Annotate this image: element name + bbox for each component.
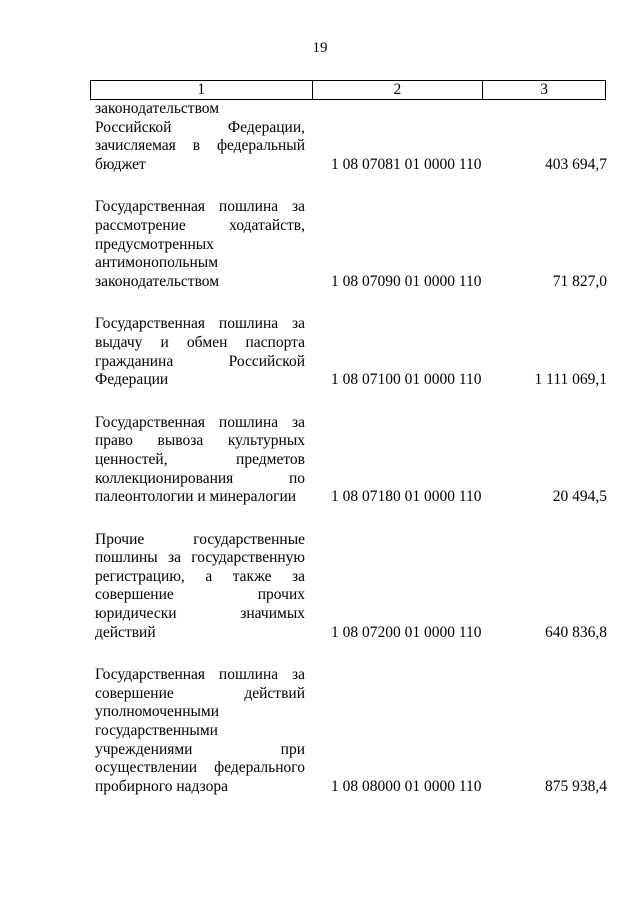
description-line: зачисляемая в федеральный	[95, 137, 305, 155]
row-amount: 640 836,8	[545, 623, 607, 641]
description-line: Государственная пошлина за	[95, 315, 305, 333]
description-line: законодательством	[95, 100, 220, 117]
description-line: Российской Федерации,	[95, 118, 305, 136]
description-line: пробирного надзора	[95, 777, 229, 795]
description-line: палеонтологии и минералогии	[95, 488, 297, 506]
row-description	[95, 531, 305, 643]
description-line: коллекционирования по	[95, 469, 305, 487]
description-line: гражданина Российской	[95, 352, 305, 370]
table-row	[95, 531, 607, 643]
row-amount: 20 494,5	[552, 488, 607, 506]
description-line: антимонопольным	[95, 254, 219, 272]
table-row	[95, 198, 607, 291]
description-line: учреждениями при	[95, 740, 305, 758]
row-code: 1 08 08000 01 0000 110	[331, 777, 482, 795]
description-line: регистрацию, а также за	[95, 567, 305, 585]
description-line: рассмотрение ходатайств,	[95, 216, 305, 234]
row-amount: 875 938,4	[545, 777, 607, 795]
description-line: бюджет	[95, 155, 146, 173]
row-code: 1 08 07200 01 0000 110	[331, 623, 482, 641]
row-description	[95, 100, 305, 174]
description-line: Прочие государственные	[95, 530, 305, 548]
description-line: предусмотренных	[95, 235, 214, 253]
row-code: 1 08 07081 01 0000 110	[331, 155, 482, 173]
description-line: юридически значимых	[95, 605, 305, 623]
description-line: выдачу и обмен паспорта	[95, 333, 305, 351]
description-line: совершение действий	[95, 684, 305, 702]
row-amount: 1 111 069,1	[534, 371, 607, 389]
description-line: пошлины за государственную	[95, 549, 305, 567]
row-code: 1 08 07100 01 0000 110	[331, 371, 482, 389]
description-line: Федерации	[95, 371, 169, 389]
description-line: уполномоченными	[95, 703, 220, 721]
table-header	[90, 80, 606, 100]
row-description	[95, 315, 305, 389]
description-line: действий	[95, 623, 156, 641]
row-code: 1 08 07180 01 0000 110	[331, 488, 482, 506]
description-line: Государственная пошлина за	[95, 198, 305, 216]
row-amount: 403 694,7	[545, 155, 607, 173]
description-line: законодательством	[95, 272, 220, 290]
header-col-2: 2	[313, 81, 484, 99]
row-code: 1 08 07090 01 0000 110	[331, 272, 482, 290]
row-description	[95, 666, 305, 796]
description-line: право вывоза культурных	[95, 432, 305, 450]
header-col-1: 1	[90, 81, 313, 99]
description-line: государственными	[95, 722, 218, 740]
table-row	[95, 100, 607, 174]
row-description	[95, 414, 305, 507]
page-number: 19	[312, 40, 328, 56]
table-row	[95, 666, 607, 796]
description-line: совершение прочих	[95, 586, 305, 604]
header-col-3: 3	[483, 81, 606, 99]
description-line: осуществлении федерального	[95, 759, 305, 777]
table-row	[95, 315, 607, 389]
description-line: ценностей, предметов	[95, 450, 305, 468]
row-description	[95, 198, 305, 291]
description-line: Государственная пошлина за	[95, 666, 305, 684]
table-row	[95, 414, 607, 507]
table-body	[95, 100, 607, 820]
row-amount: 71 827,0	[552, 272, 607, 290]
description-line: Государственная пошлина за	[95, 413, 305, 431]
